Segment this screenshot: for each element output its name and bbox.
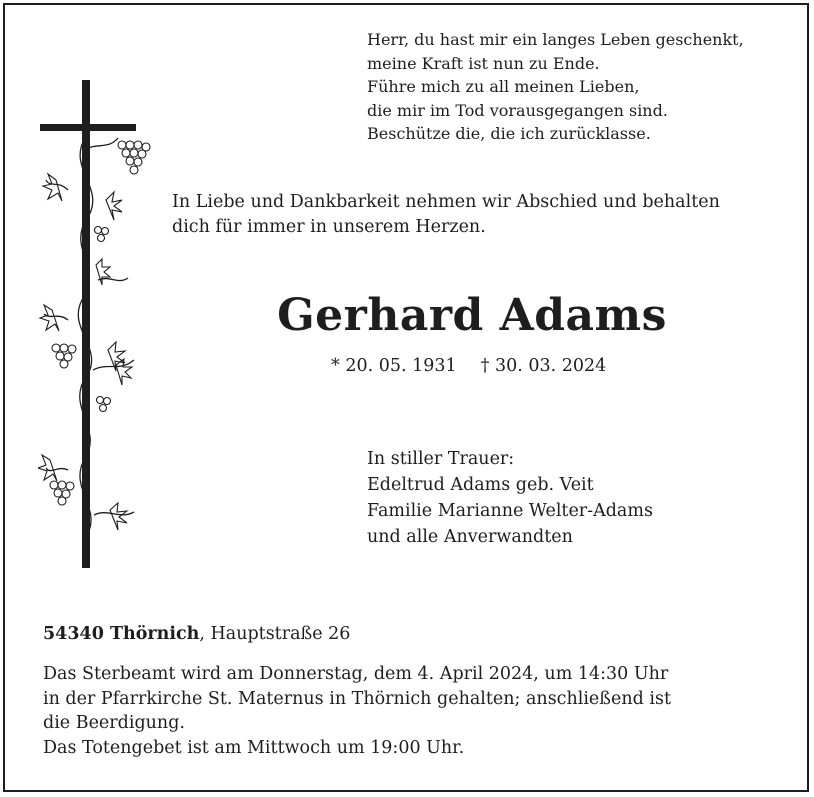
details-line: die Beerdigung. bbox=[43, 713, 185, 733]
address-place: 54340 Thörnich bbox=[43, 624, 200, 644]
details-line: in der Pfarrkirche St. Maternus in Thörnich gehalten; anschließend ist bbox=[43, 688, 671, 709]
poem-line: meine Kraft ist nun zu Ende. bbox=[367, 53, 600, 73]
life-dates bbox=[331, 356, 606, 376]
gratitude-text bbox=[172, 190, 720, 239]
poem-verse bbox=[367, 28, 744, 146]
mourner-name: Edeltrud Adams geb. Veit bbox=[367, 475, 594, 495]
death-date: † 30. 03. 2024 bbox=[480, 356, 607, 376]
poem-line: die mir im Tod vorausgegangen sind. bbox=[367, 100, 668, 120]
poem-line: Herr, du hast mir ein langes Leben geschenkt, bbox=[367, 30, 744, 49]
poem-line: Führe mich zu all meinen Lieben, bbox=[367, 77, 640, 96]
mourners-block bbox=[367, 446, 653, 550]
mourner-name: Familie Marianne Welter-Adams bbox=[367, 501, 653, 521]
address-street: , Hauptstraße 26 bbox=[199, 624, 351, 644]
gratitude-line: In Liebe und Dankbarkeit nehmen wir Abschied und behalten bbox=[172, 192, 720, 212]
poem-line: Beschütze die, die ich zurücklasse. bbox=[367, 124, 651, 143]
mourners-heading: In stiller Trauer: bbox=[367, 449, 515, 469]
details-line: Das Totengebet ist am Mittwoch um 19:00 Uhr. bbox=[43, 737, 465, 758]
deceased-name: Gerhard Adams bbox=[277, 290, 667, 341]
details-line: Das Sterbeamt wird am Donnerstag, dem 4. April 2024, um 14:30 Uhr bbox=[43, 664, 669, 684]
birth-date: * 20. 05. 1931 bbox=[331, 356, 457, 376]
gratitude-line: dich für immer in unserem Herzen. bbox=[172, 216, 486, 237]
service-details bbox=[43, 662, 783, 760]
mourner-name: und alle Anverwandten bbox=[367, 527, 573, 547]
mourning-address bbox=[43, 624, 350, 644]
